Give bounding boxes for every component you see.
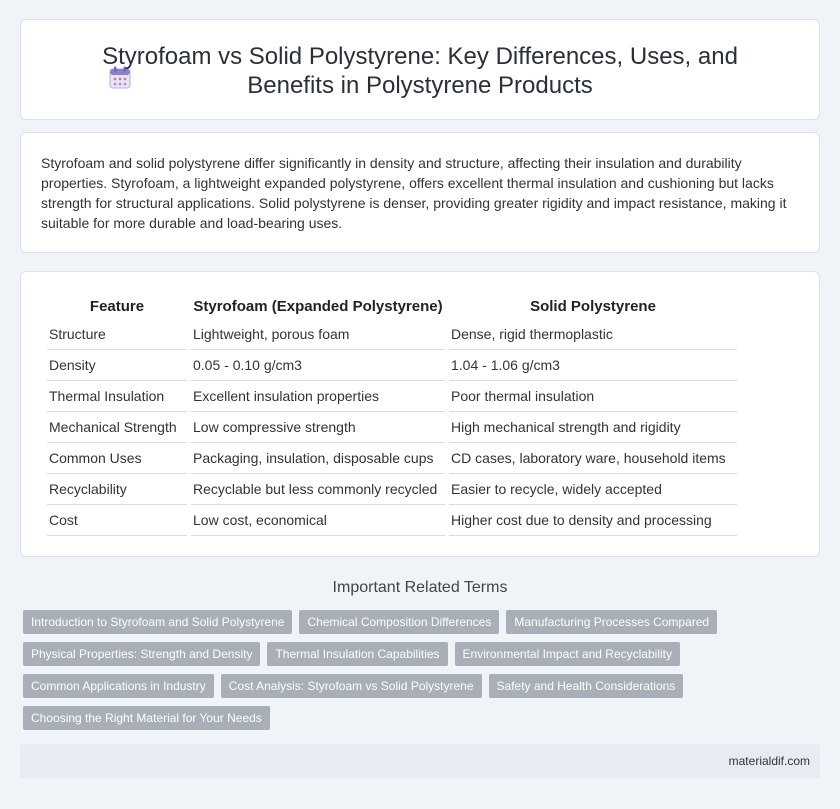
cell-styrofoam: 0.05 - 0.10 g/cm3: [191, 350, 445, 381]
cell-solid-polystyrene: Higher cost due to density and processing: [449, 505, 737, 536]
tag-row: [23, 642, 823, 666]
cell-feature: Cost: [47, 505, 187, 536]
table-row: [47, 381, 737, 412]
footer: [20, 744, 820, 778]
cell-feature: Density: [47, 350, 187, 381]
title-card: [20, 19, 820, 120]
cell-styrofoam: Lightweight, porous foam: [191, 319, 445, 350]
page-title: Styrofoam vs Solid Polystyrene: Key Differences, Uses, and Benefits in Polystyrene Products: [102, 43, 738, 99]
related-term-tag[interactable]: Choosing the Right Material for Your Needs: [23, 706, 270, 730]
related-term-tag[interactable]: Safety and Health Considerations: [489, 674, 684, 698]
cell-feature: Recyclability: [47, 474, 187, 505]
cell-styrofoam: Low compressive strength: [191, 412, 445, 443]
comparison-table: [43, 294, 741, 536]
table-row: [47, 412, 737, 443]
related-term-tag[interactable]: Introduction to Styrofoam and Solid Polystyrene: [23, 610, 292, 634]
cell-styrofoam: Low cost, economical: [191, 505, 445, 536]
related-term-tag[interactable]: Physical Properties: Strength and Density: [23, 642, 260, 666]
related-term-tag[interactable]: Environmental Impact and Recyclability: [455, 642, 680, 666]
comparison-table-card: [20, 271, 820, 557]
cell-feature: Mechanical Strength: [47, 412, 187, 443]
header-feature: Feature: [89, 298, 145, 315]
tag-row: [23, 706, 823, 730]
cell-feature: Common Uses: [47, 443, 187, 474]
related-terms-list: [23, 610, 823, 738]
related-terms-title: Important Related Terms: [332, 579, 508, 596]
footer-site[interactable]: materialdif.com: [728, 754, 810, 768]
cell-solid-polystyrene: CD cases, laboratory ware, household items: [449, 443, 737, 474]
tag-row: [23, 610, 823, 634]
cell-feature: Structure: [47, 319, 187, 350]
cell-styrofoam: Excellent insulation properties: [191, 381, 445, 412]
cell-solid-polystyrene: Easier to recycle, widely accepted: [449, 474, 737, 505]
cell-solid-polystyrene: Dense, rigid thermoplastic: [449, 319, 737, 350]
cell-styrofoam: Packaging, insulation, disposable cups: [191, 443, 445, 474]
intro-card: [20, 132, 820, 253]
cell-solid-polystyrene: Poor thermal insulation: [449, 381, 737, 412]
cell-solid-polystyrene: High mechanical strength and rigidity: [449, 412, 737, 443]
cell-feature: Thermal Insulation: [47, 381, 187, 412]
intro-paragraph: Styrofoam and solid polystyrene differ significantly in density and structure, affecting their insulation and durability properties. Styrofoam, a lightweight expanded polystyrene, offers excellent thermal insulation and cushioning but lacks strength for structural applications. Solid polystyrene is denser, providing greater rigidity and impact resistance, making it suitable for more durable and load-bearing uses.: [41, 155, 787, 231]
table-row: [47, 443, 737, 474]
table-row: [47, 474, 737, 505]
related-term-tag[interactable]: Manufacturing Processes Compared: [506, 610, 717, 634]
header-styrofoam: Styrofoam (Expanded Polystyrene): [193, 298, 443, 315]
related-term-tag[interactable]: Chemical Composition Differences: [299, 610, 499, 634]
cell-solid-polystyrene: 1.04 - 1.06 g/cm3: [449, 350, 737, 381]
table-row: [47, 350, 737, 381]
related-term-tag[interactable]: Thermal Insulation Capabilities: [267, 642, 447, 666]
related-term-tag[interactable]: Cost Analysis: Styrofoam vs Solid Polystyrene: [221, 674, 482, 698]
cell-styrofoam: Recyclable but less commonly recycled: [191, 474, 445, 505]
table-row: [47, 505, 737, 536]
header-solid-polystyrene: Solid Polystyrene: [530, 298, 656, 315]
tag-row: [23, 674, 823, 698]
related-term-tag[interactable]: Common Applications in Industry: [23, 674, 214, 698]
table-header-row: [47, 294, 737, 319]
table-row: [47, 319, 737, 350]
